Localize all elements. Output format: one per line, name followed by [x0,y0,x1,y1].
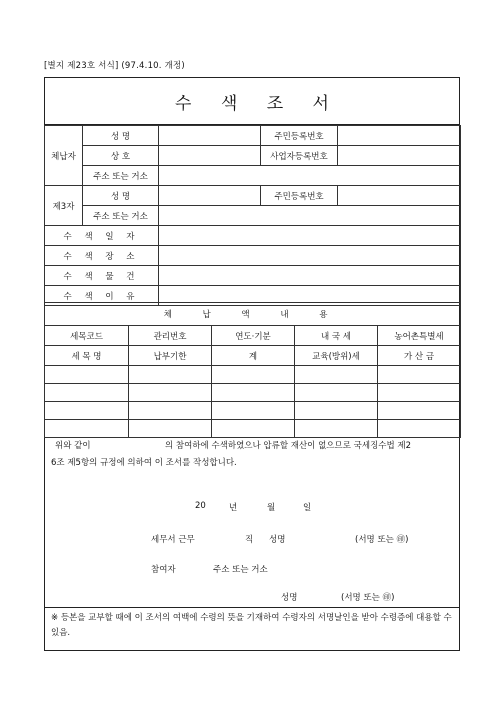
search-place-label: 수 색 장 소 [45,246,159,266]
third-party-name-field[interactable] [159,186,261,206]
search-reason-label: 수 색 이 유 [45,286,159,306]
date-year: 20 [195,501,206,511]
taxpayer-group-label: 체납자 [45,126,83,186]
search-datetime-field[interactable] [159,226,461,246]
search-datetime-label: 수 색 일 자 [45,226,159,246]
col-tax-name: 세 목 명 [45,346,129,366]
cell[interactable] [45,366,129,384]
taxpayer-business-no-field[interactable] [338,146,461,166]
statement-block [45,431,459,608]
cell[interactable] [378,402,461,420]
cell[interactable] [212,366,295,384]
taxpayer-address-field[interactable] [159,166,461,186]
search-items-label: 수 색 물 건 [45,266,159,286]
third-party-resident-no-label: 주민등록번호 [261,186,338,206]
search-place-field[interactable] [159,246,461,266]
cell[interactable] [45,384,129,402]
third-party-name-label: 성 명 [83,186,159,206]
cell[interactable] [212,402,295,420]
taxpayer-name-field[interactable] [159,126,261,146]
taxpayer-address-label: 주소 또는 거소 [83,166,159,186]
table-row [45,402,461,420]
arrears-header: 체 납 액 내 용 [45,303,461,326]
third-party-group-label: 제3자 [45,186,83,226]
col-rural-special-tax: 농어촌특별세 [378,326,461,346]
third-party-address-label: 주소 또는 거소 [83,206,159,226]
taxpayer-resident-no-label: 주민등록번호 [261,126,338,146]
cell[interactable] [129,384,212,402]
date-day-unit: 일 [303,503,312,513]
witness-name-label: 성명 [281,593,298,603]
cell[interactable] [212,384,295,402]
party-info-table [44,125,461,306]
witness-sign[interactable]: (서명 또는 ㊞) [341,593,395,603]
officer-rank: 직 [245,535,254,545]
taxpayer-trade-name-field[interactable] [159,146,261,166]
form-title: 수 색 조 서 [45,78,459,125]
col-year-period: 연도·기분 [212,326,295,346]
officer-office: 세무서 근무 [151,535,195,545]
cell[interactable] [378,384,461,402]
table-row [45,366,461,384]
col-due-date: 납부기한 [129,346,212,366]
col-penalty: 가 산 금 [378,346,461,366]
search-record-form [44,77,460,651]
cell[interactable] [129,402,212,420]
cell[interactable] [129,366,212,384]
footnote: ※ 등본을 교부할 때에 이 조서의 여백에 수령의 뜻을 기재하여 수령자의 서명날인을 받아 수령증에 대용할 수 있음. [51,613,452,638]
date-year-unit: 년 [229,503,238,513]
arrears-table [44,302,461,438]
third-party-resident-no-field[interactable] [338,186,461,206]
taxpayer-business-no-label: 사업자등록번호 [261,146,338,166]
cell[interactable] [295,402,378,420]
cell[interactable] [295,384,378,402]
taxpayer-resident-no-field[interactable] [338,126,461,146]
witness-address-label: 주소 또는 거소 [213,565,268,575]
date-month-unit: 월 [267,503,276,513]
cell[interactable] [295,366,378,384]
taxpayer-trade-name-label: 상 호 [83,146,159,166]
taxpayer-name-label: 성 명 [83,126,159,146]
cell[interactable] [378,366,461,384]
table-row [45,384,461,402]
statement-line2: 6조 제5항의 규정에 의하여 이 조서를 작성합니다. [51,458,237,468]
statement-line1-a: 위와 같이 [55,441,91,451]
form-caption: [별지 제23호 서식] (97.4.10. 개정) [44,61,185,71]
witness-label: 참여자 [151,565,176,575]
col-total: 계 [212,346,295,366]
officer-sign[interactable]: (서명 또는 ㊞) [355,535,409,545]
third-party-address-field[interactable] [159,206,461,226]
col-national-tax: 내 국 세 [295,326,378,346]
col-education-tax: 교육(방위)세 [295,346,378,366]
col-management-no: 관리번호 [129,326,212,346]
statement-line1-b: 의 참여하에 수색하였으나 압류할 재산이 없으므로 국세징수법 제2 [165,441,412,451]
cell[interactable] [45,402,129,420]
col-tax-code: 세목코드 [45,326,129,346]
officer-name-label: 성명 [269,535,286,545]
search-items-field[interactable] [159,266,461,286]
